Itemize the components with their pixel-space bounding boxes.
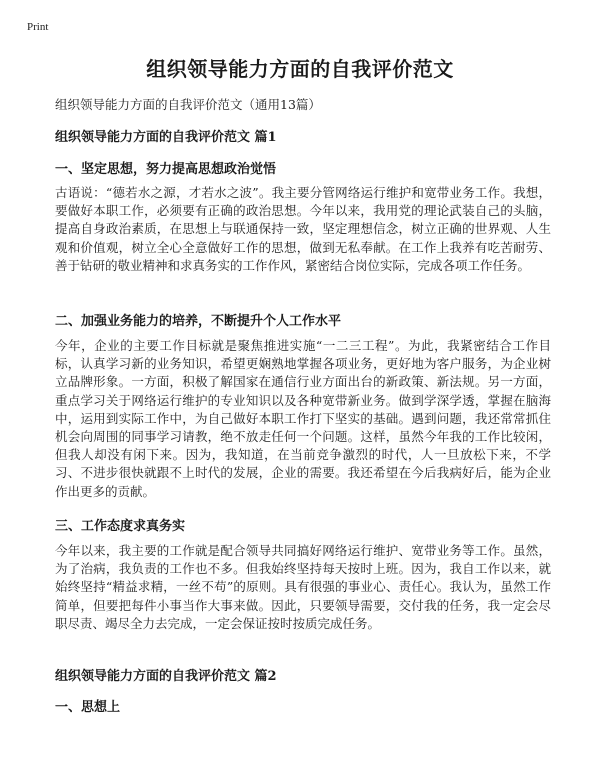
article-2-section-1-heading: 一、思想上: [55, 700, 121, 715]
document-subtitle: 组织领导能力方面的自我评价范文（通用13篇）: [55, 97, 321, 112]
print-link[interactable]: Print: [27, 21, 49, 33]
page-title: 组织领导能力方面的自我评价范文: [146, 57, 454, 81]
section-3-body: 今年以来，我主要的工作就是配合领导共同搞好网络运行维护、宽带业务等工作。虽然，为了治病，我负责的工作也不多。但我始终坚持每天按时上班。因为，我自工作以来，就始终坚持“精益求精，一丝不苟”的原则。具有很强的事业心、责任心。我认为，虽然工作简单，但要把每件小事当作大事来做。因此，只要领导需要，交付我的任务，我一定会尽职尽责、竭尽全力去完成，一定会保证按时按质完成任务。: [55, 543, 551, 631]
section-1-heading: 一、坚定思想，努力提高思想政治觉悟: [55, 162, 277, 177]
section-2-body: 今年，企业的主要工作目标就是聚焦推进实施“一二三工程”。为此，我紧密结合工作目标，认真学习新的业务知识，希望更娴熟地掌握各项业务，更好地为客户服务，为企业树立品牌形象。一方面，积极了解国家在通信行业方面出台的新政策、新法规。另一方面，重点学习关于网络运行维护的专业知识以及各种宽带新业务。做到学深学透，掌握在脑海中，运用到实际工作中，为自己做好本职工作打下坚实的基础。遇到问题，我还常常抓住机会向周围的同事学习请教，绝不放走任何一个问题。这样，虽然今年我的工作比较闲，但我人却没有闲下来。因为，我知道，在当前竞争激烈的时代，人一旦放松下来，不学习、不进步很快就跟不上时代的发展，企业的需要。我还希望在今后我病好后，能为企业作出更多的贡献。: [55, 338, 551, 499]
section-2-heading: 二、加强业务能力的培养，不断提升个人工作水平: [55, 314, 342, 329]
section-3-heading: 三、工作态度求真务实: [55, 519, 186, 534]
article-2-heading: 组织领导能力方面的自我评价范文 篇2: [55, 669, 277, 684]
article-1-heading: 组织领导能力方面的自我评价范文 篇1: [55, 130, 277, 145]
section-1-body: 古语说：“德若水之源，才若水之波”。我主要分管网络运行维护和宽带业务工作。我想，要做好本职工作，必须要有正确的政治思想。今年以来，我用党的理论武装自己的头脑，提高自身政治素质，在思想上与联通保持一致，坚定理想信念，树立正确的世界观、人生观和价值观，树立全心全意做好工作的思想，做到无私奉献。在工作上我养有吃苦耐劳、善于钻研的敬业精神和求真务实的工作作风，紧密结合岗位实际，完成各项工作任务。: [55, 185, 551, 273]
